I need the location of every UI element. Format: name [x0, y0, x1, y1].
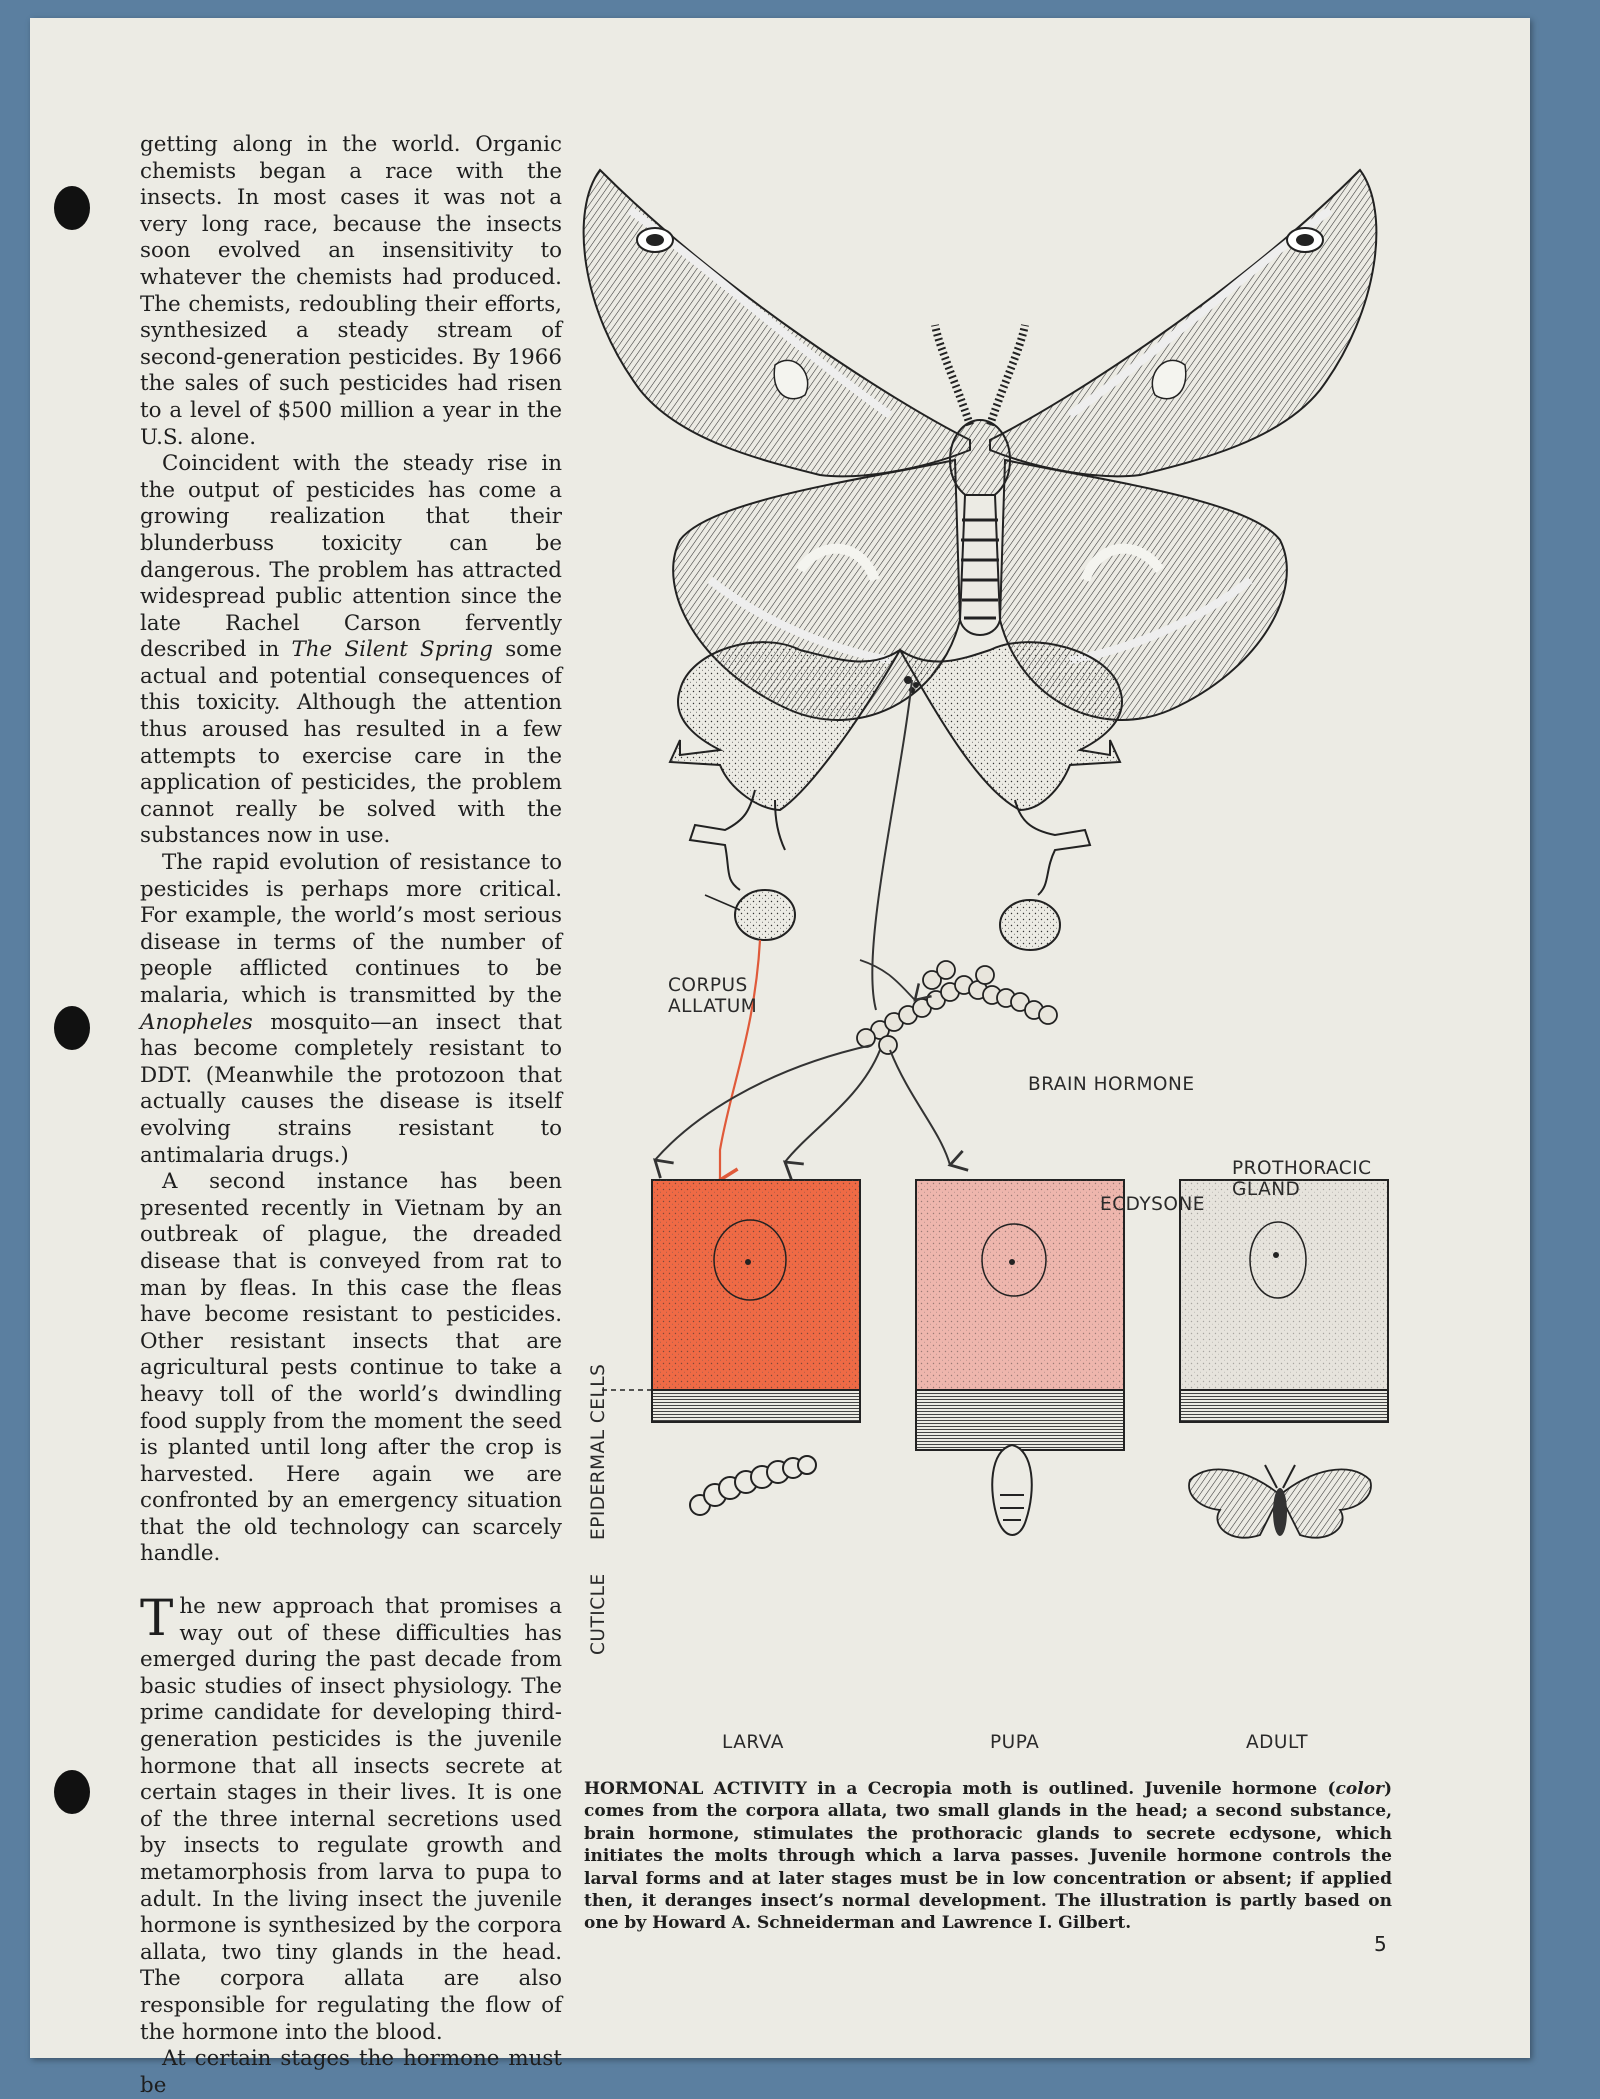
caption-italic: color [1335, 1779, 1384, 1799]
paragraph [140, 1589, 562, 2046]
text-run: some actual and potential consequences of this toxicity. Although the attention thus aroused has resulted in a few attempts to exercise care in the application of pesticides, the problem cannot really be solved with the substances now in use. [140, 637, 562, 849]
paragraph [140, 850, 562, 1169]
label-line: PROTHORACIC [1232, 1158, 1372, 1179]
ecdysone-arrow-larva [655, 1045, 872, 1160]
prothoracic-gland-illustration [857, 961, 1057, 1054]
figure-illustration [560, 150, 1400, 1770]
tissue-block-adult [1180, 1180, 1388, 1422]
label-epidermal-cells: EPIDERMAL CELLS [588, 1363, 609, 1540]
hormonal-activity-figure [560, 150, 1400, 1770]
label-ecdysone: ECDYSONE [1100, 1194, 1205, 1215]
cecropia-moth-illustration [584, 170, 1377, 720]
caption-text: in a Cecropia moth is outlined. Juvenile hormone ( [806, 1779, 1336, 1799]
page-number: 5 [1374, 1932, 1387, 1956]
figure-caption [584, 1778, 1392, 1935]
tissue-block-pupa [916, 1180, 1124, 1450]
paragraph: A second instance has been presented recently in Vietnam by an outbreak of plague, the dreaded disease that is conveyed from rat to man by fleas. In this case the fleas have become resistant to pesticides. Other resistant insects that are agricultural pests continue to take a heavy toll of the world’s dwindling food supply from the moment the seed is planted until long after the crop is harvested. Here again we are confronted by an emergency situation that the old technology can scarcely handle. [140, 1169, 562, 1567]
label-brain-hormone: BRAIN HORMONE [1028, 1074, 1195, 1095]
text-run: he new approach that promises a way out of these difficulties has emerged during the past decade from basic studies of insect physiology. The prime candidate for developing third-generation pesticides is the juvenile hormone that all insects secrete at certain stages in their lives. It is one of the three internal secretions used by insects to regulate growth and metamorphosis from larva to pupa to adult. In the living insect the juvenile hormone is synthesized by the corpora allata, two tiny glands in the head. The corpora allata are also responsible for regulating the flow of the hormone into the blood. [140, 1594, 562, 2045]
label-line: CORPUS [668, 975, 748, 996]
label-corpus-allatum [668, 975, 757, 1017]
drop-cap: T [140, 1589, 174, 1648]
binder-hole [54, 186, 90, 230]
label-cuticle: CUTICLE [588, 1573, 609, 1655]
text-run: The rapid evolution of resistance to pesticides is perhaps more critical. For example, the world’s most serious disease in terms of the number of people afflicted continues to be malaria, which is transmitted by the [140, 850, 562, 1008]
label-larva: LARVA [722, 1732, 784, 1753]
larva-icon [690, 1456, 816, 1515]
paragraph: getting along in the world. Organic chemists began a race with the insects. In most cases it was not a very long race, because the insects soon evolved an insensitivity to whatever the chemists had produced. The chemists, redoubling their efforts, synthesized a steady stream of second-generation pesticides. By 1966 the sales of such pesticides had risen to a level of $500 million a year in the U.S. alone. [140, 132, 562, 450]
pupa-icon [992, 1445, 1032, 1535]
brain-hormone-arrow [860, 960, 915, 1000]
book-title: The Silent Spring [291, 637, 493, 663]
label-prothoracic-gland [1232, 1158, 1372, 1200]
text-run: mosquito—an insect that has become completely resistant to DDT. (Meanwhile the protozoon that actually causes the disease is itself evolving strains resistant to antimalaria drugs.) [140, 1009, 562, 1168]
label-pupa: PUPA [990, 1732, 1040, 1753]
caption-lead: HORMONAL ACTIVITY [584, 1779, 807, 1799]
label-line: ALLATUM [668, 996, 758, 1017]
label-line: GLAND [1232, 1179, 1301, 1200]
genus-name: Anopheles [140, 1009, 253, 1035]
caption-text: ) comes from the corpora allata, two small glands in the head; a second substance, brain hormone, stimulates the prothoracic glands to secrete ecdysone, which initiates the molts through which a larva passes. Juvenile hormone controls the larval forms and at later stages must be in low concentration or absent; if applied then, it deranges insect’s normal development. The illustration is partly based on one by Howard A. Schneiderman and Lawrence I. Gilbert. [584, 1779, 1393, 1934]
binder-hole [54, 1006, 90, 1050]
ecdysone-arrow-adult [890, 1050, 950, 1165]
brain-hormone-path [872, 680, 912, 1010]
binder-hole [54, 1770, 90, 1814]
adult-moth-icon [1189, 1465, 1371, 1538]
article-text-column [140, 132, 562, 2099]
paragraph: At certain stages the hormone must be [140, 2046, 562, 2098]
paragraph [140, 451, 562, 850]
tissue-block-larva [652, 1180, 860, 1422]
label-adult: ADULT [1246, 1732, 1309, 1753]
text-run: Coincident with the steady rise in the output of pesticides has come a growing realization that their blunderbuss toxicity can be dangerous. The problem has attracted widespread public attention since the late Rachel Carson fervently described in [140, 451, 562, 663]
corpus-allatum-pointer [705, 895, 740, 910]
